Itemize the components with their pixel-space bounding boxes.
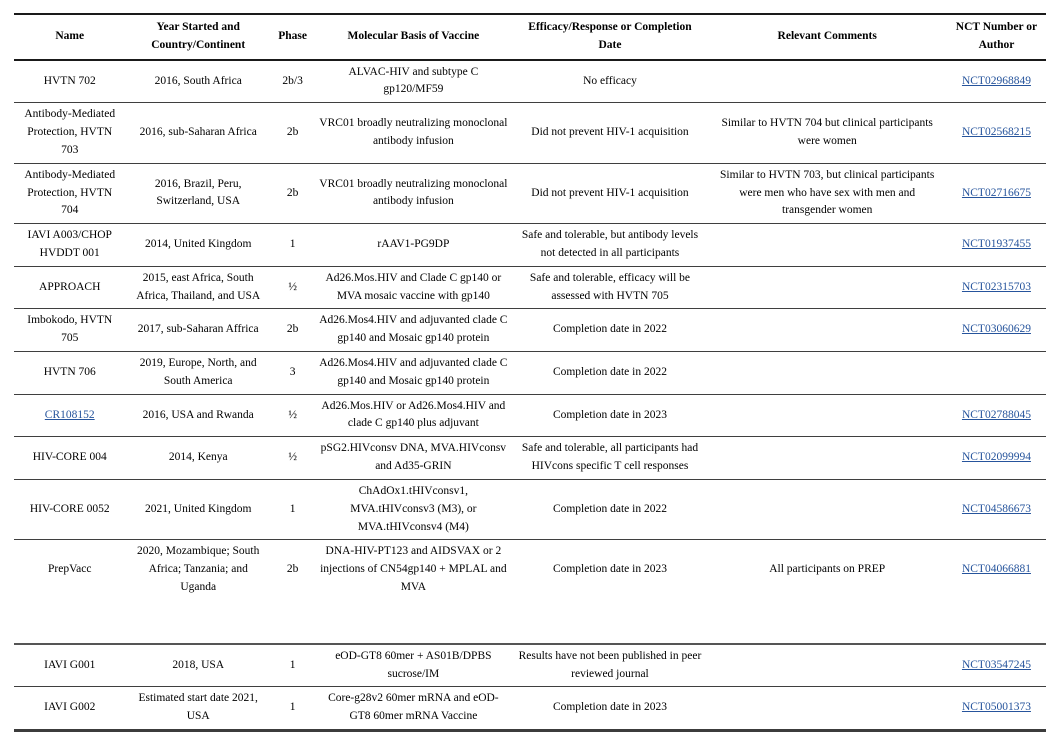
- cell-nct: [947, 479, 1046, 539]
- cell-year: [125, 103, 271, 163]
- cell-text: Ad26.Mos.HIV and Clade C gp140 or MVA mosaic vaccine with gp140: [325, 271, 502, 302]
- cell-text: Results have not been published in peer reviewed journal: [518, 649, 702, 680]
- table-row: [14, 163, 1046, 223]
- column-header-molecular-basis: Molecular Basis of Vaccine: [314, 14, 512, 60]
- cell-text: 2016, Brazil, Peru, Switzerland, USA: [154, 177, 242, 208]
- cell-text: rAAV1-PG9DP: [377, 238, 450, 251]
- trial-name-link[interactable]: CR108152: [44, 408, 95, 421]
- cell-text: HIV-CORE 0052: [29, 502, 110, 515]
- cell-text: Completion date in 2023: [552, 701, 667, 714]
- table-row: [14, 103, 1046, 163]
- cell-efficacy: [512, 352, 707, 395]
- cell-text: IAVI A003/CHOP HVDDT 001: [27, 229, 112, 259]
- cell-text: Ad26.Mos.HIV or Ad26.Mos4.HIV and clade C gp140 plus adjuvant: [321, 399, 506, 430]
- clinical-trials-table: [14, 13, 1046, 732]
- cell-text: Core-g28v2 60mer mRNA and eOD-GT8 60mer mRNA Vaccine: [328, 692, 499, 723]
- cell-phase: [271, 394, 314, 437]
- cell-text: ½: [288, 451, 297, 464]
- cell-molecular: [314, 687, 512, 731]
- cell-text: 2020, Mozambique; South Africa; Tanzania; and Uganda: [137, 545, 260, 593]
- cell-text: 2b: [286, 323, 299, 336]
- cell-text: 2b: [286, 563, 299, 576]
- nct-link[interactable]: NCT04066881: [961, 563, 1031, 576]
- cell-year: [125, 687, 271, 731]
- cell-text: 2016, South Africa: [154, 74, 242, 87]
- cell-year: [125, 352, 271, 395]
- cell-nct: [947, 394, 1046, 437]
- table-row: [14, 687, 1046, 731]
- cell-name: [14, 266, 125, 309]
- cell-name: [14, 394, 125, 437]
- cell-text: 2017, sub-Saharan Affrica: [137, 323, 259, 336]
- cell-comments: [707, 266, 946, 309]
- table-row: [14, 309, 1046, 352]
- cell-efficacy: [512, 540, 707, 644]
- cell-phase: [271, 309, 314, 352]
- cell-text: Antibody-Mediated Protection, HVTN 704: [24, 168, 116, 217]
- cell-text: 2b: [286, 126, 299, 139]
- cell-phase: [271, 224, 314, 267]
- cell-year: [125, 163, 271, 223]
- cell-text: Completion date in 2023: [552, 408, 667, 421]
- cell-efficacy: [512, 224, 707, 267]
- cell-text: VRC01 broadly neutralizing monoclonal antibody infusion: [319, 177, 508, 208]
- cell-nct: [947, 687, 1046, 731]
- cell-phase: [271, 352, 314, 395]
- cell-text: VRC01 broadly neutralizing monoclonal antibody infusion: [319, 117, 508, 147]
- cell-comments: [707, 103, 946, 163]
- cell-efficacy: [512, 479, 707, 539]
- column-header-efficacy: Efficacy/Response or Completion Date: [512, 14, 707, 60]
- table-row: [14, 540, 1046, 644]
- nct-link[interactable]: NCT03060629: [961, 323, 1031, 336]
- cell-text: 2019, Europe, North, and South America: [139, 357, 257, 387]
- cell-efficacy: [512, 437, 707, 480]
- cell-nct: [947, 266, 1046, 309]
- cell-nct: [947, 224, 1046, 267]
- cell-text: Similar to HVTN 704 but clinical participants were women: [721, 117, 933, 147]
- cell-comments: [707, 163, 946, 223]
- nct-link[interactable]: NCT02568215: [961, 126, 1031, 139]
- cell-text: 1: [289, 658, 296, 671]
- cell-text: No efficacy: [583, 74, 637, 87]
- cell-text: HVTN 702: [43, 74, 96, 87]
- table-row: [14, 479, 1046, 539]
- cell-phase: [271, 437, 314, 480]
- cell-text: Estimated start date 2021, USA: [138, 692, 258, 723]
- cell-year: [125, 437, 271, 480]
- cell-efficacy: [512, 644, 707, 687]
- cell-efficacy: [512, 266, 707, 309]
- cell-nct: [947, 163, 1046, 223]
- cell-nct: [947, 437, 1046, 480]
- cell-comments: [707, 60, 946, 103]
- cell-molecular: [314, 309, 512, 352]
- cell-text: ½: [288, 280, 297, 293]
- nct-link[interactable]: NCT02315703: [961, 280, 1031, 293]
- cell-nct: [947, 309, 1046, 352]
- table-row: [14, 352, 1046, 395]
- cell-text: All participants on PREP: [769, 563, 886, 576]
- cell-year: [125, 479, 271, 539]
- cell-text: IAVI G001: [44, 658, 96, 671]
- cell-text: Completion date in 2022: [552, 502, 667, 515]
- cell-text: Completion date in 2022: [552, 323, 667, 336]
- nct-link[interactable]: NCT02716675: [961, 186, 1031, 199]
- cell-text: Imbokodo, HVTN 705: [27, 314, 113, 345]
- cell-phase: [271, 266, 314, 309]
- cell-phase: [271, 103, 314, 163]
- cell-comments: [707, 224, 946, 267]
- cell-text: 2014, United Kingdom: [145, 238, 252, 251]
- cell-text: ½: [288, 408, 297, 421]
- cell-molecular: [314, 103, 512, 163]
- cell-molecular: [314, 644, 512, 687]
- column-header-year: Year Started and Country/Continent: [125, 14, 271, 60]
- cell-molecular: [314, 266, 512, 309]
- cell-text: Safe and tolerable, but antibody levels not detected in all participants: [521, 229, 699, 259]
- cell-text: 2018, USA: [172, 658, 225, 671]
- table-row: [14, 266, 1046, 309]
- cell-comments: [707, 687, 946, 731]
- cell-text: eOD-GT8 60mer + AS01B/DPBS sucrose/IM: [335, 649, 492, 680]
- cell-comments: [707, 644, 946, 687]
- cell-phase: [271, 644, 314, 687]
- column-header-comments: Relevant Comments: [707, 14, 946, 60]
- cell-comments: [707, 352, 946, 395]
- cell-text: Similar to HVTN 703, but clinical participants were men who have sex with men and transgender women: [720, 168, 935, 217]
- cell-name: [14, 479, 125, 539]
- cell-molecular: [314, 479, 512, 539]
- cell-phase: [271, 479, 314, 539]
- cell-text: 2b/3: [282, 74, 303, 87]
- nct-link[interactable]: NCT01937455: [961, 238, 1031, 251]
- cell-molecular: [314, 224, 512, 267]
- column-header-name: Name: [14, 14, 125, 60]
- cell-year: [125, 309, 271, 352]
- cell-text: 2016, sub-Saharan Africa: [139, 126, 257, 139]
- cell-name: [14, 437, 125, 480]
- cell-year: [125, 394, 271, 437]
- cell-text: pSG2.HIVconsv DNA, MVA.HIVconsv and Ad35-GRIN: [320, 442, 507, 473]
- cell-nct: [947, 60, 1046, 103]
- cell-text: 2015, east Africa, South Africa, Thailand, and USA: [136, 271, 261, 302]
- cell-text: ChAdOx1.tHIVconsv1, MVA.tHIVconsv3 (M3), or MVA.tHIVconsv4 (M4): [350, 484, 477, 533]
- cell-nct: [947, 352, 1046, 395]
- cell-phase: [271, 540, 314, 644]
- cell-efficacy: [512, 60, 707, 103]
- cell-year: [125, 266, 271, 309]
- cell-molecular: [314, 352, 512, 395]
- cell-molecular: [314, 437, 512, 480]
- table-row: [14, 437, 1046, 480]
- cell-text: 2016, USA and Rwanda: [142, 408, 254, 421]
- cell-name: [14, 224, 125, 267]
- cell-name: [14, 309, 125, 352]
- cell-name: [14, 644, 125, 687]
- cell-name: [14, 352, 125, 395]
- nct-link[interactable]: NCT02968849: [961, 74, 1031, 87]
- cell-efficacy: [512, 163, 707, 223]
- cell-text: APPROACH: [39, 280, 101, 293]
- cell-molecular: [314, 394, 512, 437]
- cell-name: [14, 540, 125, 644]
- cell-molecular: [314, 163, 512, 223]
- cell-nct: [947, 103, 1046, 163]
- cell-text: Safe and tolerable, efficacy will be assessed with HVTN 705: [529, 271, 690, 302]
- cell-text: ALVAC-HIV and subtype C gp120/MF59: [348, 65, 479, 96]
- column-header-nct: NCT Number or Author: [947, 14, 1046, 60]
- cell-name: [14, 103, 125, 163]
- cell-name: [14, 60, 125, 103]
- column-header-phase: Phase: [271, 14, 314, 60]
- cell-comments: [707, 479, 946, 539]
- cell-efficacy: [512, 394, 707, 437]
- cell-efficacy: [512, 103, 707, 163]
- cell-molecular: [314, 540, 512, 644]
- cell-text: Did not prevent HIV-1 acquisition: [531, 186, 689, 199]
- cell-year: [125, 60, 271, 103]
- cell-text: Ad26.Mos4.HIV and adjuvanted clade C gp140 and Mosaic gp140 protein: [319, 314, 508, 345]
- cell-comments: [707, 309, 946, 352]
- cell-nct: [947, 644, 1046, 687]
- cell-text: Ad26.Mos4.HIV and adjuvanted clade C gp140 and Mosaic gp140 protein: [319, 357, 508, 387]
- nct-link[interactable]: NCT02788045: [961, 408, 1031, 421]
- table-row: [14, 394, 1046, 437]
- cell-text: HVTN 706: [43, 365, 96, 378]
- cell-comments: [707, 540, 946, 644]
- cell-text: 2b: [286, 186, 299, 199]
- cell-text: PrepVacc: [48, 563, 92, 576]
- cell-text: 3: [289, 365, 296, 378]
- cell-year: [125, 224, 271, 267]
- cell-text: Antibody-Mediated Protection, HVTN 703: [24, 108, 116, 156]
- nct-link[interactable]: NCT05001373: [961, 701, 1031, 714]
- cell-text: Did not prevent HIV-1 acquisition: [531, 126, 689, 139]
- cell-comments: [707, 437, 946, 480]
- cell-text: 1: [289, 701, 296, 714]
- table-body: [14, 60, 1046, 731]
- header-row: [14, 14, 1046, 60]
- cell-efficacy: [512, 309, 707, 352]
- cell-text: 1: [289, 238, 296, 251]
- cell-text: HIV-CORE 004: [32, 451, 107, 464]
- cell-molecular: [314, 60, 512, 103]
- cell-text: Completion date in 2022: [552, 365, 667, 378]
- nct-link[interactable]: NCT02099994: [961, 451, 1031, 464]
- nct-link[interactable]: NCT03547245: [961, 658, 1031, 671]
- cell-text: Completion date in 2023: [552, 563, 667, 576]
- nct-link[interactable]: NCT04586673: [961, 502, 1031, 515]
- cell-efficacy: [512, 687, 707, 731]
- cell-comments: [707, 394, 946, 437]
- cell-text: Safe and tolerable, all participants had HIVcons specific T cell responses: [521, 442, 699, 473]
- cell-text: DNA-HIV-PT123 and AIDSVAX or 2 injections of CN54gp140 + MPLAL and MVA: [320, 545, 507, 593]
- cell-phase: [271, 163, 314, 223]
- cell-text: 2021, United Kingdom: [145, 502, 252, 515]
- table-header: [14, 14, 1046, 60]
- cell-text: 2014, Kenya: [168, 451, 228, 464]
- cell-text: IAVI G002: [44, 701, 96, 714]
- cell-name: [14, 687, 125, 731]
- cell-phase: [271, 60, 314, 103]
- cell-text: 1: [289, 502, 296, 515]
- cell-nct: [947, 540, 1046, 644]
- cell-year: [125, 644, 271, 687]
- table-row: [14, 224, 1046, 267]
- cell-phase: [271, 687, 314, 731]
- cell-year: [125, 540, 271, 644]
- table-row: [14, 60, 1046, 103]
- cell-name: [14, 163, 125, 223]
- table-row: [14, 644, 1046, 687]
